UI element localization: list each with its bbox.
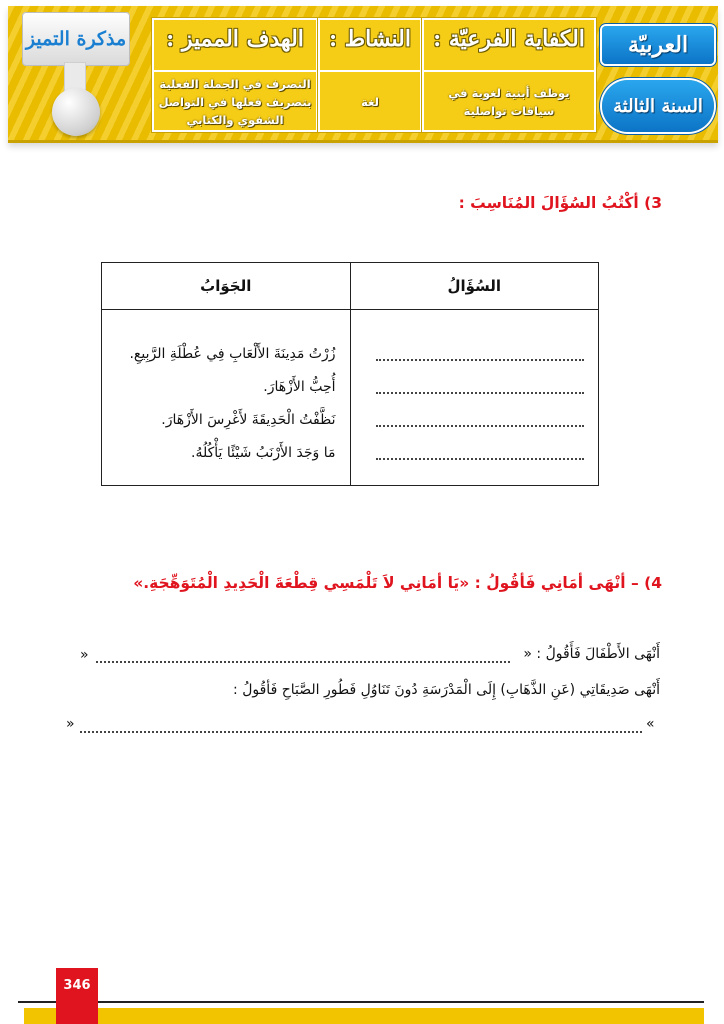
answer-3: نَظَّفْتُ الْحَدِيقَةَ لأَغْرِسَ الأَزْهَارَ.	[161, 412, 336, 428]
question-column	[350, 310, 599, 486]
section3-heading: 3) أكْتُبُ السُؤَالَ المُنَاسِبَ :	[458, 194, 662, 212]
question-answer-table	[101, 262, 599, 486]
competency-title: الكفاية الفرعيّة :	[433, 26, 585, 52]
activity-box	[318, 18, 422, 132]
competency-box	[422, 18, 596, 132]
subject-badge: العربيّة	[602, 26, 714, 64]
exercise-line-2: أَنْهَى صَدِيقَاتِي (عَنِ الذَّهَابِ) إِلَى الْمَدْرَسَةِ دُونَ تَنَاوُلِ فَطُورِ الصَّبَاحِ فَأقُولُ :	[233, 682, 660, 698]
answer-blank-1[interactable]	[96, 661, 510, 663]
activity-title: النشاط :	[329, 26, 411, 52]
footer-bar	[24, 1008, 704, 1024]
activity-text: لغة	[361, 95, 379, 109]
header-banner	[8, 6, 718, 143]
competency-text: يوظف أبنية لغوية في سياقات تواصلية	[448, 86, 570, 118]
question-blank-3[interactable]	[376, 404, 584, 437]
answer-4: مَا وَجَدَ الأَرْنَبُ شَيْئًا يَأْكُلُهُ.	[191, 445, 336, 461]
footer-divider	[18, 1001, 704, 1003]
page-number: 346	[56, 968, 98, 1024]
question-blank-1[interactable]	[376, 338, 584, 371]
goal-box	[152, 18, 318, 132]
close-quote-1: »	[80, 647, 89, 663]
goal-title: الهدف المميز :	[166, 26, 304, 52]
col-question-header: السُؤَالُ	[350, 263, 599, 310]
question-blank-2[interactable]	[376, 371, 584, 404]
col-answer-header: الجَوَابُ	[102, 263, 351, 310]
answer-blank-2[interactable]	[80, 731, 642, 733]
logo	[22, 12, 130, 134]
answer-2: أُحِبُّ الأَزْهَارَ.	[263, 379, 336, 395]
goal-text: التصرف في الجملة الفعلية بتصريف فعلها في التواصل الشفوي والكتابي	[158, 77, 312, 127]
logo-text: مذكرة التميز	[22, 12, 130, 66]
section4-heading: 4) – أنْهَى أمَانِي فَأقُولُ : «يَا أمَانِي لاَ تَلْمَسِي قِطْعَةَ الْحَدِيدِ الْمُتَوَهِّجَةِ.»	[133, 574, 662, 592]
exercise-line-1: أَنْهَى الأَطْفَالَ فَأَقُولُ : «	[523, 646, 660, 662]
question-blank-4[interactable]	[376, 437, 584, 470]
answer-column	[102, 310, 351, 486]
close-quote-2: »	[66, 716, 75, 732]
answer-1: زُرْتُ مَدِينَةَ الأَلْعَابِ فِي عُطْلَةِ الرَّبِيعِ.	[129, 346, 336, 362]
year-badge: السنة الثالثة	[602, 80, 714, 132]
logo-ball-icon	[52, 88, 100, 136]
open-quote-2: «	[646, 716, 655, 732]
